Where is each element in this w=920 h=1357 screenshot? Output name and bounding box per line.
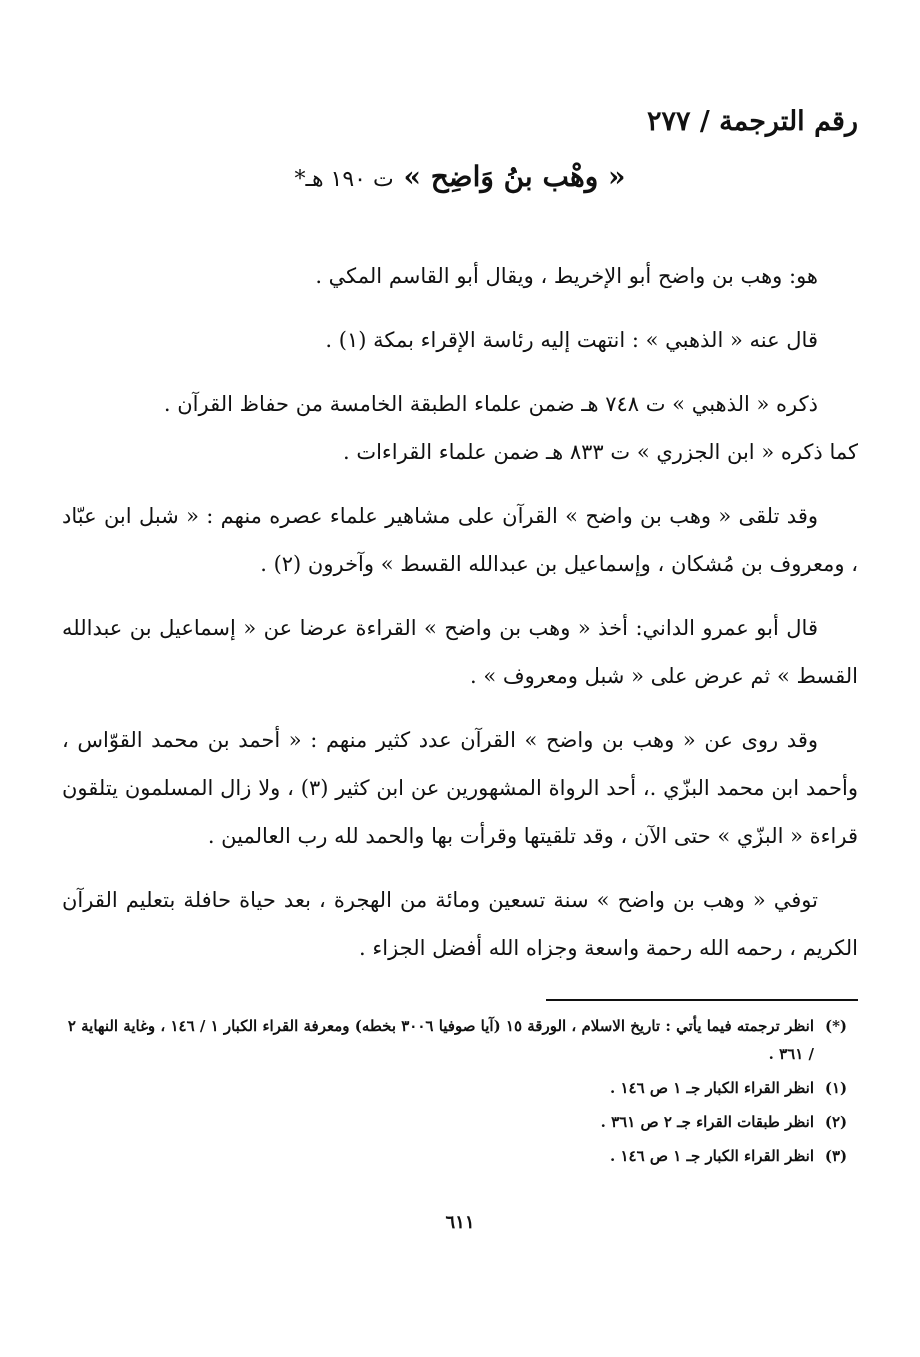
footnote-marker: (٣): [824, 1147, 848, 1165]
entry-title-name: « وهْب بنُ وَاضِح »: [403, 160, 626, 193]
paragraph-identity: هو: وهب بن واضح أبو الإخريط ، ويقال أبو القاسم المكي .: [315, 264, 818, 288]
paragraph-mentions-line-1: ذكره « الذهبي » ت ٧٤٨ هـ ضمن علماء الطبقة الخامسة من حفاظ القرآن .: [163, 392, 818, 416]
footnote-item: [62, 1074, 858, 1102]
paragraph-dhahabi-quote: قال عنه « الذهبي » : انتهت إليه رئاسة الإقراء بمكة (١) .: [325, 328, 818, 352]
paragraph-mentions: [62, 380, 858, 476]
footnote-marker: (٢): [824, 1113, 848, 1131]
footnotes: [62, 1012, 858, 1176]
footnote-marker: (١): [824, 1079, 848, 1097]
footnote-item: [62, 1142, 858, 1170]
paragraph-students: وقد روى عن « وهب بن واضح » القرآن عدد كثير منهم : « أحمد بن محمد القوّاس ، وأحمد ابن محمد البزّي .، أحد الرواة المشهورين عن ابن كثير (٣) ، ولا زال المسلمون يتلقون قراءة « البزّي » حتى الآن ، وقد تلقيتها وقرأت بها والحمد لله رب العالمين .: [62, 728, 858, 848]
body-text: [62, 252, 858, 972]
footnote-marker: (*): [824, 1017, 848, 1035]
entry-number: رقم الترجمة / ٢٧٧: [646, 106, 858, 137]
footnote-text: انظر القراء الكبار جـ ١ ص ١٤٦ .: [610, 1147, 814, 1165]
entry-title-date: ت ١٩٠ هـ*: [294, 167, 394, 192]
paragraph-teachers: وقد تلقى « وهب بن واضح » القرآن على مشاهير علماء عصره منهم : « شبل ابن عبّاد ، ومعروف بن مُشكان ، وإسماعيل بن عبدالله القسط » وآخرون (٢) .: [62, 504, 858, 576]
footnote-text: انظر ترجمته فيما يأتي : تاريخ الاسلام ، الورقة ١٥ (آيا صوفيا ٣٠٠٦ بخطه) ومعرفة القراء الكبار ١ / ١٤٦ ، وغاية النهاية ٢ / ٣٦١ .: [67, 1017, 814, 1063]
footnote-item: [62, 1012, 858, 1068]
paragraph-dani-quote: قال أبو عمرو الداني: أخذ « وهب بن واضح » القراءة عرضا عن « إسماعيل بن عبدالله القسط » ثم عرض على « شبل ومعروف » .: [62, 616, 858, 688]
page-number: ٦١١: [445, 1212, 475, 1233]
footnote-text: انظر القراء الكبار جـ ١ ص ١٤٦ .: [610, 1079, 814, 1097]
paragraph-death: توفي « وهب بن واضح » سنة تسعين ومائة من الهجرة ، بعد حياة حافلة بتعليم القرآن الكريم ، رحمه الله رحمة واسعة وجزاه الله أفضل الجزاء .: [62, 888, 858, 960]
footnote-text: انظر طبقات القراء جـ ٢ ص ٣٦١ .: [600, 1113, 814, 1131]
footnote-divider: [546, 999, 858, 1001]
footnote-item: [62, 1108, 858, 1136]
paragraph-mentions-line-2: كما ذكره « ابن الجزري » ت ٨٣٣ هـ ضمن علماء القراءات .: [342, 440, 858, 464]
entry-title: [0, 160, 920, 193]
